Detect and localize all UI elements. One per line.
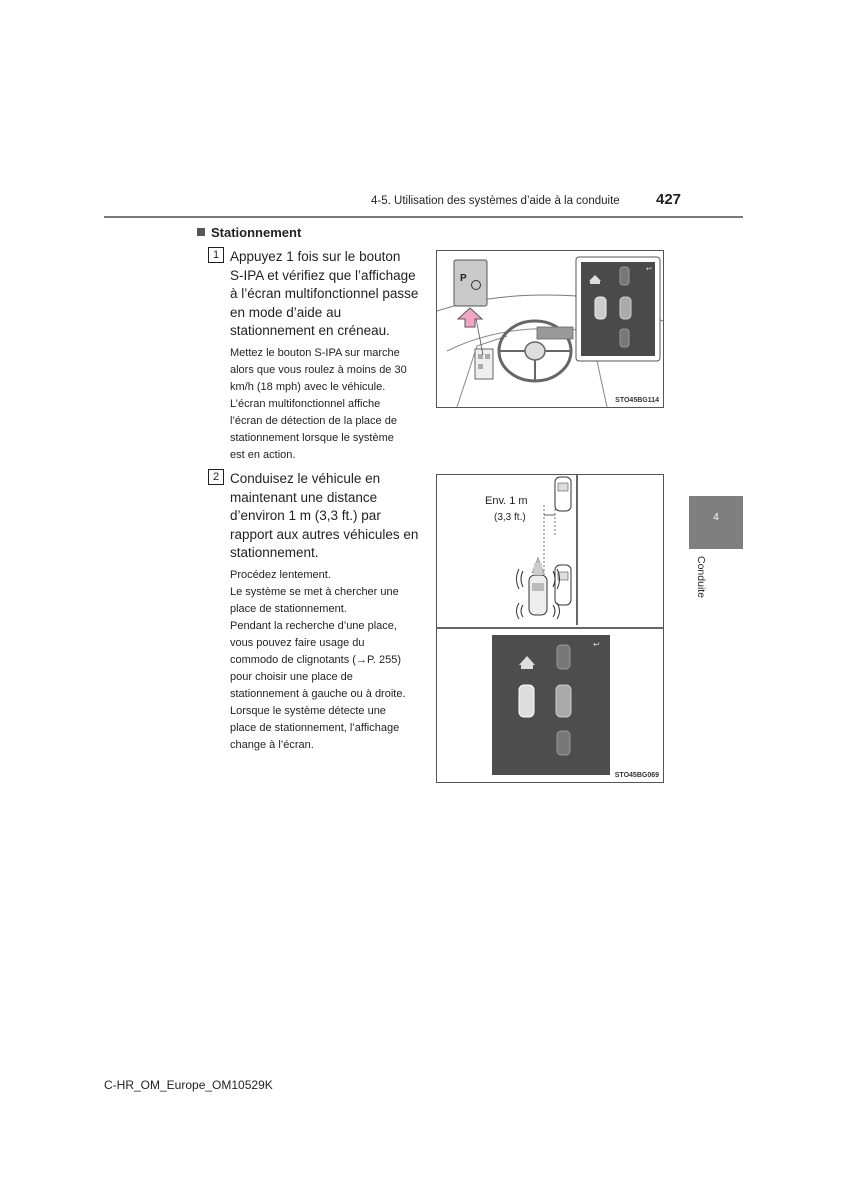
svg-text:↩: ↩ [646,265,652,273]
chapter-label: Conduite [695,556,707,599]
section-heading-text: Stationnement [211,225,302,240]
chapter-tab [689,496,743,549]
distance-label: Env. 1 m [485,495,528,507]
figure-distance-diagram [436,474,664,783]
page-number: 427 [656,191,682,208]
text-line: d’environ 1 m (3,3 ft.) par [230,508,381,523]
text-line: Le système se met à chercher une [230,586,399,598]
text-line: Lorsque le système détecte une [230,705,386,717]
text-line: stationnement lorsque le système [230,432,394,444]
figure-dashboard-s-ipa [436,250,664,408]
svg-text:↩: ↩ [593,640,600,649]
section-heading [197,225,301,240]
step-number-box: 2 [208,469,224,485]
running-header-section: 4-5. Utilisation des systèmes d’aide à la conduite [371,195,620,207]
text-line: Pendant la recherche d’une place, [230,620,397,632]
text-line: stationnement à gauche ou à droite. [230,688,406,700]
text-line: Mettez le bouton S-IPA sur marche [230,347,400,359]
text-line: à l’écran multifonctionnel passe [230,286,419,301]
dashboard-illustration [437,251,663,407]
header-rule [104,216,743,218]
footer-document-code: C-HR_OM_Europe_OM10529K [104,1078,273,1092]
text-line: est en action. [230,449,296,461]
text-line: change à l’écran. [230,739,314,751]
text-line: Conduisez le véhicule en [230,471,381,486]
text-line: stationnement. [230,545,319,560]
square-bullet-icon [197,228,205,236]
text-line: L’écran multifonctionnel affiche [230,398,381,410]
text-line: km/h (18 mph) avec le véhicule. [230,381,386,393]
figure-code: STO45BG069 [614,772,659,779]
text-line [230,304,424,323]
text-line: S-IPA et vérifiez que l’affichage [230,267,416,283]
step-number-box: 1 [208,247,224,263]
text-line: pour choisir une place de [230,671,353,683]
text-line: alors que vous roulez à moins de 30 [230,364,407,376]
text-line: commodo de clignotants (→P. 255) [230,654,401,666]
text-line: Appuyez 1 fois sur le bouton [230,249,401,264]
text-line: maintenant une distance [230,489,378,505]
text-line: place de stationnement, l’affichage [230,722,400,734]
text-line-justified: en mode d’aide au [230,304,342,320]
distance-sublabel: (3,3 ft.) [494,512,526,523]
text-line: vous pouvez faire usage du [230,637,365,649]
step-2-main-text [230,470,424,563]
s-ipa-button-label: P [460,273,467,284]
text-line: l’écran de détection de la place de [230,415,397,427]
text-line: place de stationnement. [230,603,347,615]
figure-code: STO45BG114 [615,397,659,404]
step-1-note [230,345,424,464]
text-line: Procédez lentement. [230,569,331,581]
chapter-number: 4 [713,512,719,523]
step-2-note [230,567,424,754]
step-1-main-text [230,248,424,341]
text-line: stationnement en créneau. [230,323,390,338]
distance-diagram-illustration [437,475,663,782]
text-line: rapport aux autres véhicules en [230,526,419,542]
